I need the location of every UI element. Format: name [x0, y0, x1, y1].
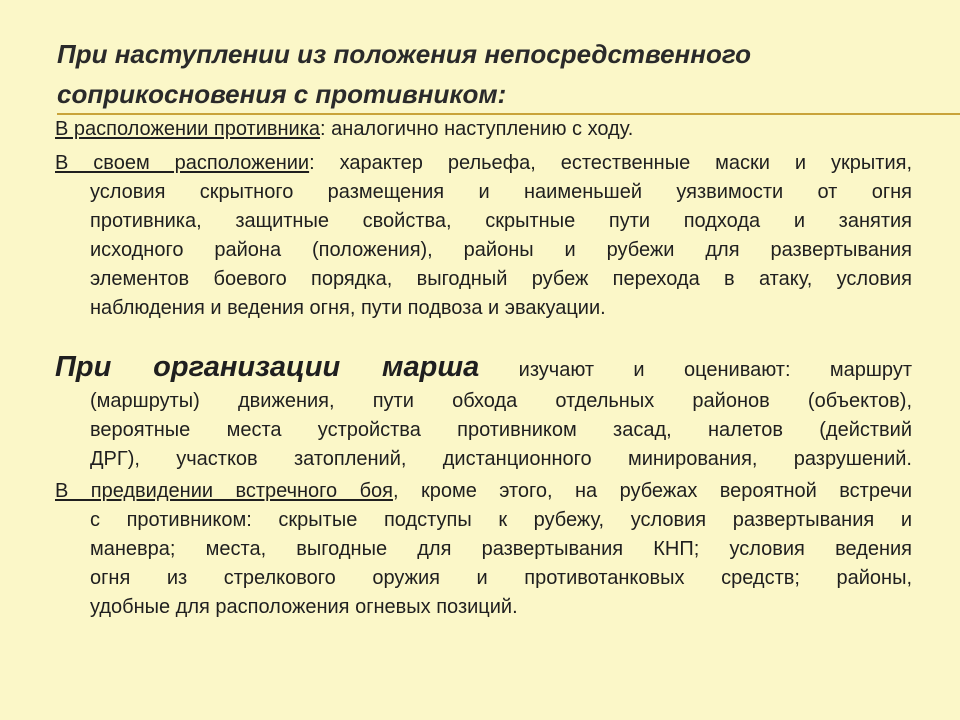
paragraph-line [55, 149, 912, 178]
paragraph-meeting-engagement [55, 477, 912, 622]
paragraph-heading: При организации марша [55, 351, 480, 383]
paragraph-line: огня из стрелкового оружия и противотанковых средств; районы, [90, 567, 912, 589]
paragraph-line: (маршруты) движения, пути обхода отдельных районов (объектов), [90, 390, 912, 412]
paragraph-enemy-position [55, 115, 755, 144]
paragraph-text: изучают и оценивают: маршрут [479, 359, 912, 381]
paragraph-line: ДРГ), участков затоплений, дистанционного минирования, разрушений. [90, 448, 912, 470]
paragraph-line: удобные для расположения огневых позиций. [90, 596, 518, 618]
paragraph-lead: В расположении противника [55, 118, 321, 140]
paragraph-own-position [55, 149, 912, 323]
paragraph-line: исходного района (положения), районы и рубежи для развертывания [90, 239, 912, 261]
paragraph-text: : характер рельефа, естественные маски и укрытия, [309, 152, 912, 174]
paragraph-lead: В своем расположении [55, 152, 310, 174]
paragraph-line: противника, защитные свойства, скрытные пути подхода и занятия [90, 210, 912, 232]
paragraph-line [55, 350, 912, 387]
paragraph-line: элементов боевого порядка, выгодный рубеж перехода в атаку, условия [90, 268, 912, 290]
title-line-1: При наступлении из положения непосредственного [57, 39, 751, 69]
paragraph-march [55, 350, 912, 474]
paragraph-lead: В предвидении встречного боя [55, 480, 393, 502]
paragraph-text: : аналогично наступлению с ходу. [320, 118, 634, 140]
paragraph-line [55, 477, 912, 506]
paragraph-line: маневра; места, выгодные для развертывания КНП; условия ведения [90, 538, 912, 560]
paragraph-line [55, 115, 755, 144]
paragraph-text: , кроме этого, на рубежах вероятной встречи [392, 480, 912, 502]
title-line-2: соприкосновения с противником: [57, 79, 507, 109]
slide-title [57, 34, 937, 114]
paragraph-line: условия скрытного размещения и наименьшей уязвимости от огня [90, 181, 912, 203]
paragraph-line: наблюдения и ведения огня, пути подвоза и эвакуации. [90, 297, 606, 319]
paragraph-line: вероятные места устройства противником засад, налетов (действий [90, 419, 912, 441]
paragraph-line: с противником: скрытые подступы к рубежу, условия развертывания и [90, 509, 912, 531]
